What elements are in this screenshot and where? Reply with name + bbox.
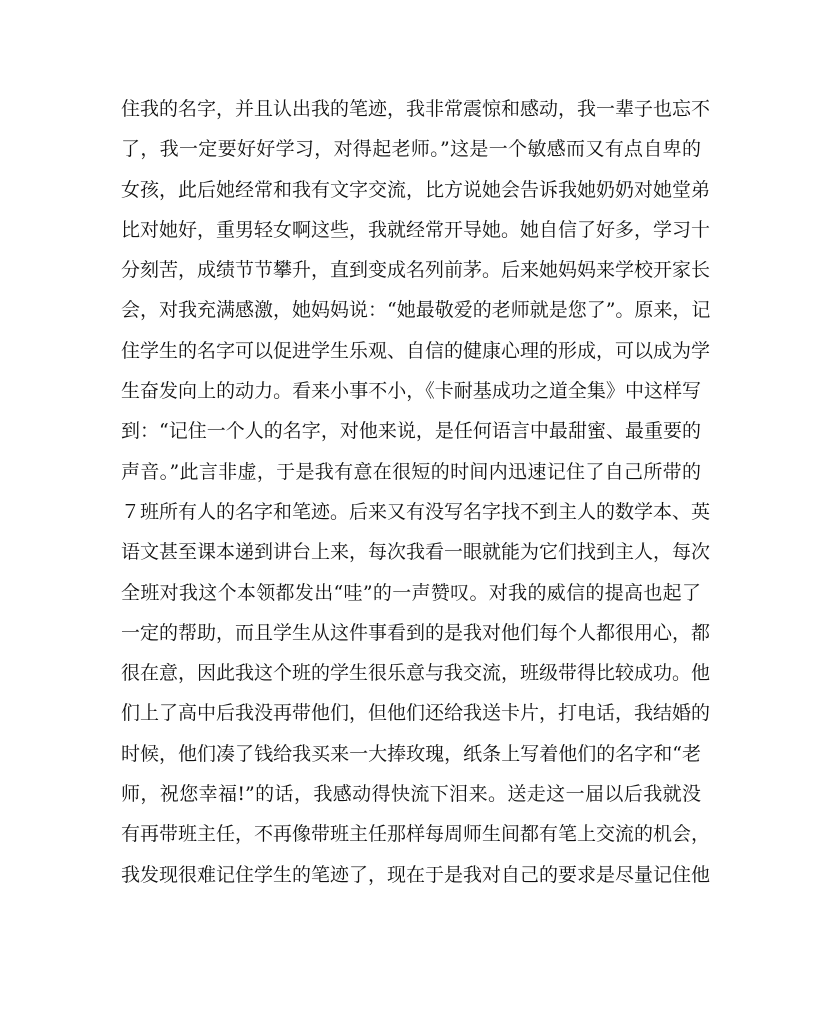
text-line-5: 分刻苦，成绩节节攀升，直到变成名列前茅。后来她妈妈来学校开家长 [121,259,711,282]
text-line-3: 女孩，此后她经常和我有文字交流，比方说她会告诉我她奶奶对她堂弟 [121,178,711,201]
text-line-4: 比对她好，重男轻女啊这些，我就经常开导她。她自信了好多，学习十 [121,218,711,241]
text-line-1: 住我的名字，并且认出我的笔迹，我非常震惊和感动，我一辈子也忘不 [121,98,711,120]
text-line-13: 全班对我这个本领都发出“哇”的一声赞叹。对我的威信的提高也起了 [121,581,701,604]
text-line-14: 一定的帮助，而且学生从这件事看到的是我对他们每个人都很用心，都 [121,621,711,644]
text-line-2: 了，我一定要好好学习，对得起老师。”这是一个敏感而又有点自卑的 [121,138,701,161]
text-line-8: 生奋发向上的动力。看来小事不小，《卡耐基成功之道全集》中这样写 [121,380,701,403]
text-line-15: 很在意，因此我这个班的学生很乐意与我交流，班级带得比较成功。他 [121,662,711,685]
text-line-20: 我发现很难记住学生的笔迹了，现在于是我对自己的要求是尽量记住他 [121,863,711,886]
text-line-7: 住学生的名字可以促进学生乐观、自信的健康心理的形成，可以成为学 [121,339,711,362]
body-text [121,97,711,903]
text-line-19: 有再带班主任，不再像带班主任那样每周师生间都有笔上交流的机会， [121,823,711,846]
text-line-16: 们上了高中后我没再带他们，但他们还给我送卡片，打电话，我结婚的 [121,702,711,725]
text-line-6: 会，对我充满感激，她妈妈说：“她最敬爱的老师就是您了”。原来，记 [121,299,711,322]
text-line-18: 师，祝您幸福!”的话，我感动得快流下泪来。送走这一届以后我就没 [121,783,701,806]
text-line-9: 到：“记住一个人的名字，对他来说，是任何语言中最甜蜜、最重要的 [121,420,701,443]
text-line-10: 声音。”此言非虚，于是我有意在很短的时间内迅速记住了自己所带的 [121,460,701,483]
text-line-11: ７班所有人的名字和笔迹。后来又有没写名字找不到主人的数学本、英 [121,500,711,523]
text-line-12: 语文甚至课本递到讲台上来，每次我看一眼就能为它们找到主人，每次 [121,541,711,564]
text-line-17: 时候，他们凑了钱给我买来一大捧玫瑰，纸条上写着他们的名字和“老 [121,742,701,765]
